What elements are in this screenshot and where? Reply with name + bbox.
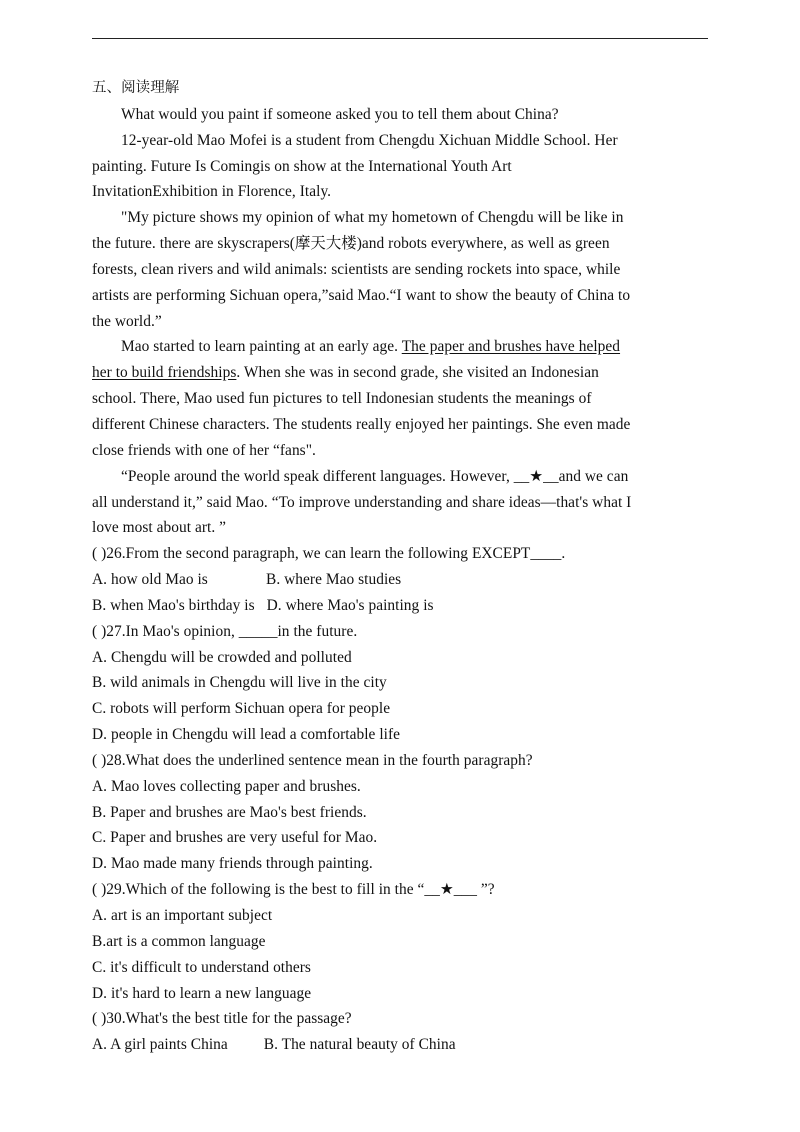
passage-paragraph-2-line-3: InvitationExhibition in Florence, Italy. bbox=[92, 183, 332, 201]
question-26-option-d: D. where Mao's painting is bbox=[266, 596, 434, 614]
question-26-option-b: B. where Mao studies bbox=[266, 571, 402, 589]
question-30-stem: ( )30.What's the best title for the passage? bbox=[92, 1010, 352, 1028]
question-28-option-a: A. Mao loves collecting paper and brushes. bbox=[92, 777, 361, 795]
question-29-option-b: B.art is a common language bbox=[92, 932, 266, 950]
question-26-option-c: B. when Mao's birthday is bbox=[92, 596, 255, 614]
question-29-option-a: A. art is an important subject bbox=[92, 907, 273, 924]
question-27-stem: ( )27.In Mao's opinion, _____in the future. bbox=[92, 622, 358, 640]
section-heading: 五、阅读理解 bbox=[92, 80, 180, 96]
question-28-option-b: B. Paper and brushes are Mao's best friends. bbox=[92, 803, 367, 821]
question-27-option-b: B. wild animals in Chengdu will live in the city bbox=[92, 674, 387, 692]
underlined-sentence-part-1: The paper and brushes have helped bbox=[401, 338, 621, 356]
question-26-stem: ( )26.From the second paragraph, we can learn the following EXCEPT____. bbox=[92, 545, 566, 563]
underlined-sentence-part-2: her to build friendships bbox=[92, 364, 237, 382]
passage bbox=[92, 102, 708, 541]
passage-paragraph-3-line-3: forests, clean rivers and wild animals: scientists are sending rockets into space, while bbox=[92, 260, 621, 278]
paragraph-4-text: . When she was in second grade, she visited an Indonesian bbox=[236, 364, 599, 382]
passage-paragraph-3-line-1: "My picture shows my opinion of what my hometown of Chengdu will be like in bbox=[121, 209, 624, 227]
question-28-option-c: C. Paper and brushes are very useful for Mao. bbox=[92, 829, 378, 847]
passage-paragraph-3-line-2: the future. there are skyscrapers(摩天大楼)and robots everywhere, as well as green bbox=[92, 235, 610, 253]
passage-paragraph-5-line-1: “People around the world speak different languages. However, __★__and we can bbox=[121, 467, 629, 485]
paragraph-4-text: Mao started to learn painting at an early age. bbox=[121, 338, 402, 356]
question-28-option-d: D. Mao made many friends through painting. bbox=[92, 855, 373, 873]
question-30-options-row-1 bbox=[92, 1032, 708, 1058]
passage-paragraph-3-line-5: the world.” bbox=[92, 312, 162, 330]
passage-paragraph-5-line-3: love most about art. ” bbox=[92, 519, 227, 537]
passage-paragraph-2-line-2: painting. Future Is Comingis on show at the International Youth Art bbox=[92, 157, 512, 175]
question-30-option-b: B. The natural beauty of China bbox=[263, 1036, 456, 1054]
passage-paragraph-3-line-4: artists are performing Sichuan opera,”said Mao.“I want to show the beauty of China to bbox=[92, 286, 631, 304]
passage-paragraph-1: What would you paint if someone asked you to tell them about China? bbox=[121, 105, 559, 123]
question-29-option-c: C. it's difficult to understand others bbox=[92, 958, 311, 976]
question-26-options-row-1 bbox=[92, 567, 708, 593]
question-26-options-row-2 bbox=[92, 593, 708, 619]
question-26-option-a: A. how old Mao is bbox=[92, 571, 208, 589]
passage-paragraph-4-line-2 bbox=[92, 360, 708, 386]
passage-paragraph-4-line-5: close friends with one of her “fans". bbox=[92, 441, 316, 459]
question-27-option-c: C. robots will perform Sichuan opera for people bbox=[92, 700, 391, 718]
question-29-stem: ( )29.Which of the following is the best to fill in the “__★___ ”? bbox=[92, 881, 495, 899]
passage-paragraph-2-line-1: 12-year-old Mao Mofei is a student from Chengdu Xichuan Middle School. Her bbox=[121, 131, 618, 149]
question-27-option-d: D. people in Chengdu will lead a comfortable life bbox=[92, 726, 401, 744]
passage-paragraph-4-line-3: school. There, Mao used fun pictures to tell Indonesian students the meanings of bbox=[92, 390, 592, 408]
passage-paragraph-4-line-4: different Chinese characters. The students really enjoyed her paintings. She even made bbox=[92, 415, 631, 433]
reading-section bbox=[92, 76, 708, 1058]
passage-paragraph-5-line-2: all understand it,” said Mao. “To improve understanding and share ideas—that's what I bbox=[92, 493, 632, 511]
question-30-option-a: A. A girl paints China bbox=[92, 1036, 228, 1054]
question-27-option-a: A. Chengdu will be crowded and polluted bbox=[92, 648, 352, 666]
header-rule bbox=[92, 38, 708, 39]
questions bbox=[92, 541, 708, 1058]
question-29-option-d: D. it's hard to learn a new language bbox=[92, 984, 312, 1002]
passage-paragraph-4-line-1 bbox=[92, 334, 708, 360]
question-28-stem: ( )28.What does the underlined sentence mean in the fourth paragraph? bbox=[92, 751, 533, 769]
